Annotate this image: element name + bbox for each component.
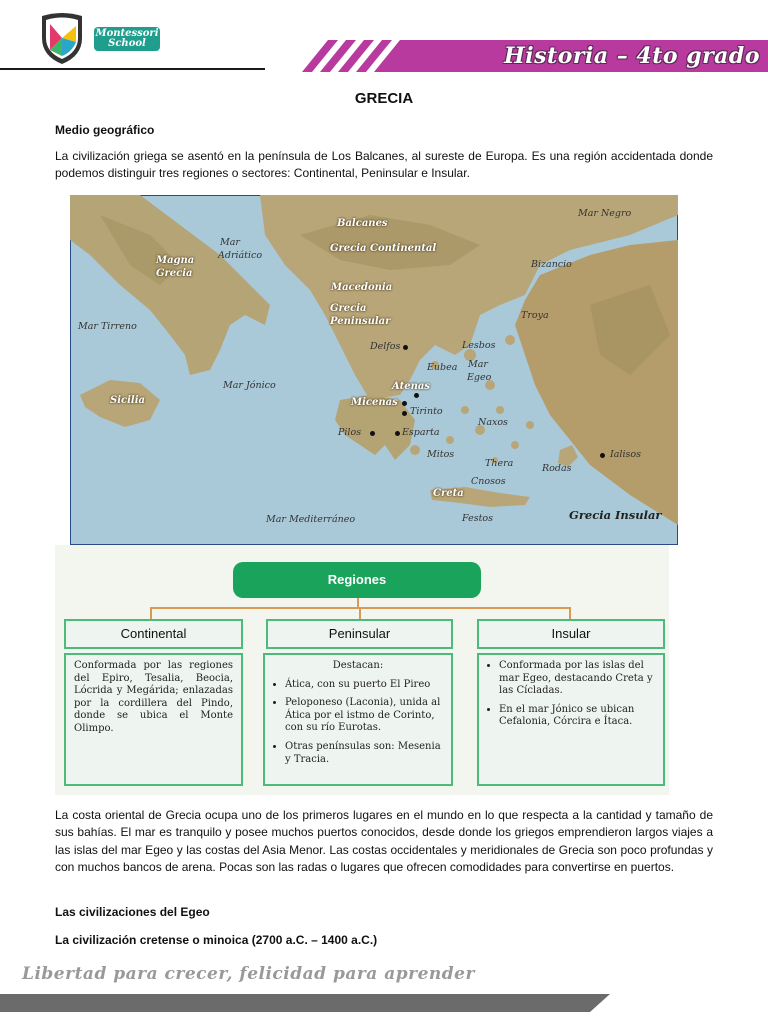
map-label-mar-jonico: Mar Jónico xyxy=(223,380,276,391)
connector-continental xyxy=(150,607,152,619)
map-label-eubea: Eubea xyxy=(427,362,458,373)
map-label-mar-negro: Mar Negro xyxy=(578,208,632,219)
city-marker-esparta xyxy=(395,431,400,436)
map-label-festos: Festos xyxy=(462,513,493,524)
map-label-mar-egeo-1: Mar xyxy=(468,359,488,370)
city-marker-delfos xyxy=(403,345,408,350)
footer-motto: Libertad para crecer, felicidad para aprender xyxy=(22,964,475,984)
greece-map xyxy=(70,195,678,545)
map-label-esparta: Esparta xyxy=(402,427,440,438)
map-label-troya: Troya xyxy=(521,310,549,321)
city-marker-micenas xyxy=(402,401,407,406)
map-label-creta: Creta xyxy=(433,488,464,499)
map-label-magna-1: Magna xyxy=(156,255,195,266)
map-label-pilos: Pilos xyxy=(338,427,362,438)
map-label-tirinto: Tirinto xyxy=(410,406,443,417)
map-label-macedonia: Macedonia xyxy=(331,282,393,293)
city-marker-pilos xyxy=(370,431,375,436)
regions-title-box: Regiones xyxy=(233,562,481,598)
section-heading-civilizaciones-egeo: Las civilizaciones del Egeo xyxy=(55,905,210,919)
section-heading-cretense: La civilización cretense o minoica (2700 a.C. – 1400 a.C.) xyxy=(55,933,378,947)
logo-wordmark xyxy=(94,27,160,51)
region-label-insular: Insular xyxy=(477,619,665,649)
map-label-magna-2: Grecia xyxy=(156,268,193,279)
footer-bar xyxy=(0,994,610,1012)
map-label-grecia-peninsular-2: Peninsular xyxy=(330,316,391,327)
header-title: Historia – 4to grado xyxy=(504,43,760,69)
logo-line-1: Montessori xyxy=(95,28,159,39)
regions-diagram xyxy=(55,545,669,795)
map-label-rodas: Rodas xyxy=(542,463,572,474)
map-label-mitos: Mitos xyxy=(427,449,455,460)
connector-peninsular xyxy=(359,607,361,619)
paragraph-costa-oriental: La costa oriental de Grecia ocupa uno de los primeros lugares en el mundo en lo que respecta a la cantidad y tamaño de sus bahías. El mar es tranquilo y posee muchos puertos conocidos, desde donde los griegos emprendieron largos viajes a las islas del mar Egeo y las costas del Asia Menor. Las costas occidentales y meridionales de Grecia son poco profundas y con muchos bancos de arena. Pocas son las radas o lugares que ofrecen comodidades para convertirse en puertos. xyxy=(55,808,713,874)
region-label-peninsular: Peninsular xyxy=(266,619,453,649)
city-marker-atenas xyxy=(414,393,419,398)
map-label-micenas: Micenas xyxy=(351,397,398,408)
map-label-ialisos: Ialisos xyxy=(610,449,641,460)
peninsular-list xyxy=(273,679,443,767)
region-desc-continental: Conformada por las regiones del Epiro, Tesalia, Beocia, Lócrida y Megárida; enlazadas por la cordillera del Pindo, donde se ubica el Monte Olimpo. xyxy=(64,653,243,786)
insular-item-2: • En el mar Jónico se ubican Cefalonia, Córcira e Ítaca. xyxy=(499,704,655,729)
insular-list xyxy=(487,660,655,729)
section-heading-medio-geografico: Medio geográfico xyxy=(55,123,155,137)
map-label-cnosos: Cnosos xyxy=(471,476,506,487)
city-marker-tirinto xyxy=(402,411,407,416)
connector-insular xyxy=(569,607,571,619)
logo-line-2: School xyxy=(108,38,146,49)
map-label-mar-egeo-2: Egeo xyxy=(467,372,492,383)
map-label-grecia-continental: Grecia Continental xyxy=(330,243,437,254)
peninsular-item-2: • Peloponeso (Laconia), unida al Ática por el istmo de Corinto, con su río Eurotas. xyxy=(285,697,443,735)
map-label-mar-adriatico-2: Adriático xyxy=(218,250,263,261)
map-label-balcanes: Balcanes xyxy=(337,218,388,229)
paragraph-intro: La civilización griega se asentó en la península de Los Balcanes, al sureste de Europa. Es una región accidentada donde podemos distinguir tres regiones o sectores: Continental, Peninsular e Insular. xyxy=(55,149,713,181)
region-label-continental: Continental xyxy=(64,619,243,649)
insular-item-1: • Conformada por las islas del mar Egeo, destacando Creta y las Cícladas. xyxy=(499,660,655,698)
map-label-delfos: Delfos xyxy=(370,341,401,352)
map-label-naxos: Naxos xyxy=(478,417,508,428)
map-label-thera: Thera xyxy=(485,458,514,469)
peninsular-item-1: • Ática, con su puerto El Pireo xyxy=(285,679,443,692)
map-label-sicilia: Sicilia xyxy=(110,395,145,406)
peninsular-item-3: • Otras penínsulas son: Mesenia y Tracia. xyxy=(285,741,443,766)
map-label-mar-tirreno: Mar Tirreno xyxy=(78,321,137,332)
map-label-grecia-insular: Grecia Insular xyxy=(569,508,662,522)
map-label-bizancio: Bizancio xyxy=(531,259,572,270)
school-logo-shield xyxy=(38,12,86,66)
peninsular-intro: Destacan: xyxy=(332,660,384,671)
region-desc-peninsular xyxy=(263,653,453,786)
map-label-atenas: Atenas xyxy=(392,381,430,392)
page-title: GRECIA xyxy=(354,90,414,107)
city-marker-ialisos xyxy=(600,453,605,458)
header-rule xyxy=(0,68,265,70)
map-label-lesbos: Lesbos xyxy=(462,340,496,351)
map-label-mar-adriatico-1: Mar xyxy=(220,237,240,248)
map-label-mar-mediterraneo: Mar Mediterráneo xyxy=(266,514,356,525)
map-label-grecia-peninsular-1: Grecia xyxy=(330,303,367,314)
region-desc-insular xyxy=(477,653,665,786)
